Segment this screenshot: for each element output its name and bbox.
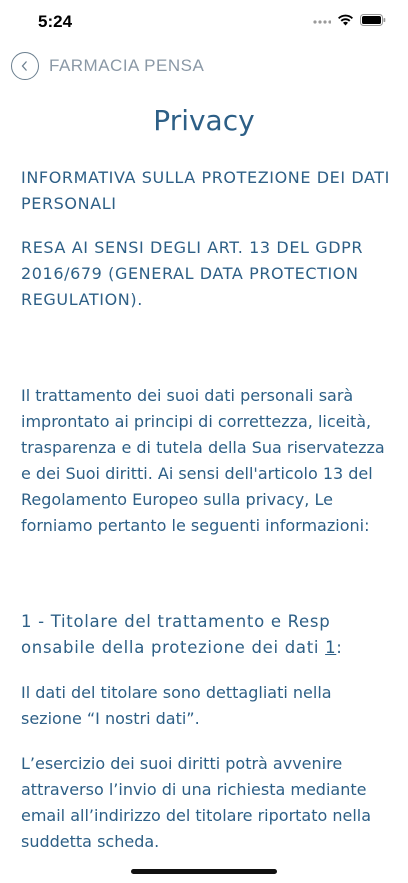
battery-icon	[360, 14, 386, 26]
privacy-heading: INFORMATIVA SULLA PROTEZIONE DEI DATI PERSONALI	[21, 168, 390, 213]
status-bar	[0, 0, 408, 44]
signal-icon	[313, 14, 331, 26]
section-1-title-text: 1 - Titolare del trattamento e Resp onsabile della protezione dei dati	[21, 612, 331, 657]
status-icons	[313, 14, 386, 26]
intro-paragraph: Il trattamento dei suoi dati personali sarà improntato ai principi di correttezza, liceità, trasparenza e di tutela della Sua riservatezza e dei Suoi diritti. Ai sensi dell'articolo 13 del Regolamento Europeo sulla privacy, Le forniamo pertanto le seguenti informazioni:	[21, 386, 385, 535]
page-title: Privacy	[153, 104, 255, 137]
back-button[interactable]	[11, 52, 39, 80]
brand-logo: FARMACIA PENSA	[49, 56, 205, 75]
wifi-icon	[337, 14, 354, 26]
section-1-title-suffix: :	[336, 638, 343, 657]
home-indicator[interactable]	[131, 869, 277, 874]
gdpr-heading: RESA AI SENSI DEGLI ART. 13 DEL GDPR 2016/679 (GENERAL DATA PROTECTION REGULATION).	[21, 238, 364, 309]
chevron-left-icon	[20, 60, 30, 72]
privacy-content	[21, 165, 391, 855]
footnote-link[interactable]: 1	[325, 638, 337, 657]
section-1-title	[21, 609, 391, 661]
section-1-paragraph-2: L’esercizio dei suoi diritti potrà avvenire attraverso l’invio di una richiesta mediante email all’indirizzo del titolare riportato nella suddetta scheda.	[21, 754, 372, 851]
section-1-paragraph-1: Il dati del titolare sono dettagliati nella sezione “I nostri dati”.	[21, 683, 332, 728]
nav-bar	[0, 48, 408, 88]
status-time: 5:24	[38, 12, 73, 31]
